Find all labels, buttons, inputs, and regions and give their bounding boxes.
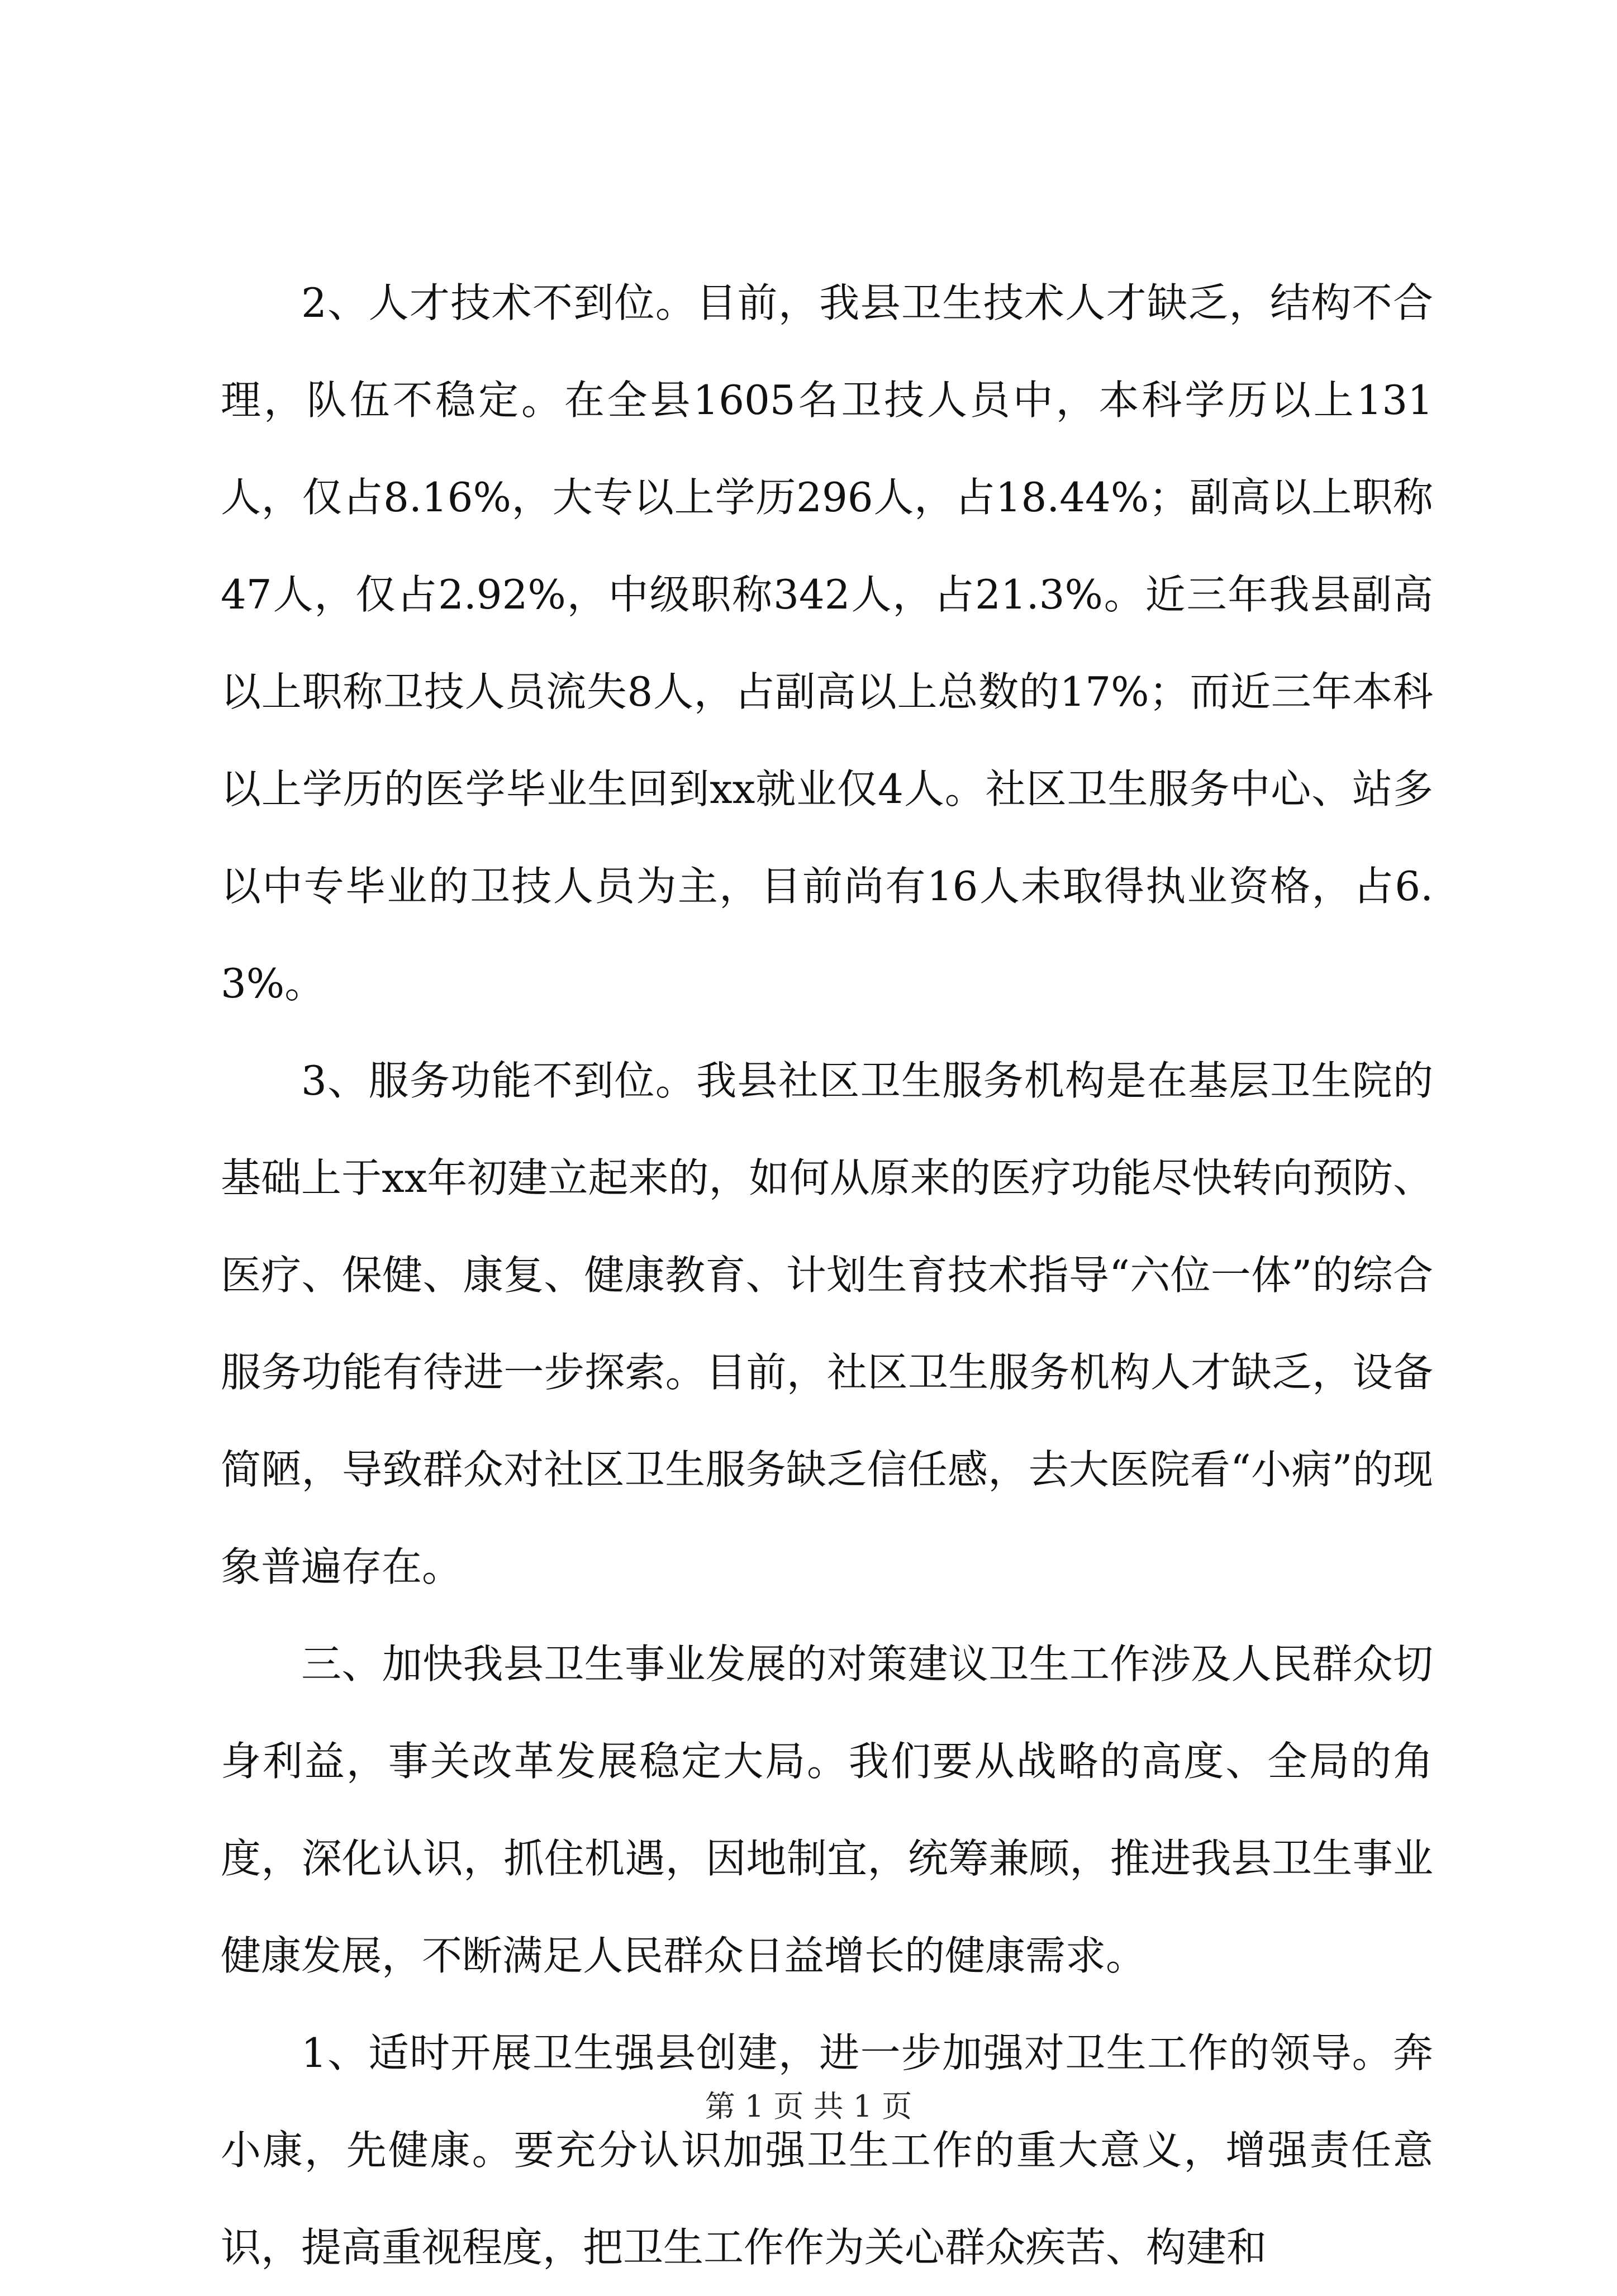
paragraph-health-county: 1、适时开展卫生强县创建，进一步加强对卫生工作的领导。奔小康，先健康。要充分认识加强卫生工作的重大意义，增强责任意识，提高重视程度，把卫生工作作为关心群众疾苦、构建和 [221,2029,1433,2271]
page-footer: 第 1 页 共 1 页 [705,2089,912,2124]
document-body [221,254,1433,2296]
paragraph-service-function: 3、服务功能不到位。我县社区卫生服务机构是在基层卫生院的基础上于xx年初建立起来的，如何从原来的医疗功能尽快转向预防、医疗、保健、康复、健康教育、计划生育技术指导“六位一体”的综合服务功能有待进一步探索。目前，社区卫生服务机构人才缺乏，设备简陋，导致群众对社区卫生服务缺乏信任感，去大医院看“小病”的现象普遍存在。 [221,1057,1433,1590]
paragraph-talent-technology: 2、人才技术不到位。目前，我县卫生技术人才缺乏，结构不合理，队伍不稳定。在全县1605名卫技人员中，本科学历以上131人，仅占8.16%，大专以上学历296人，占18.44%；副高以上职称47人，仅占2.92%，中级职称342人，占21.3%。近三年我县副高以上职称卫技人员流失8人，占副高以上总数的17%；而近三年本科以上学历的医学毕业生回到xx就业仅4人。社区卫生服务中心、站多以中专毕业的卫技人员为主，目前尚有16人未取得执业资格，占6.3%。 [221,279,1433,1007]
paragraph-countermeasures: 三、加快我县卫生事业发展的对策建议卫生工作涉及人民群众切身利益，事关改革发展稳定大局。我们要从战略的高度、全局的角度，深化认识，抓住机遇，因地制宜，统筹兼顾，推进我县卫生事业健康发展，不断满足人民群众日益增长的健康需求。 [221,1641,1433,1979]
